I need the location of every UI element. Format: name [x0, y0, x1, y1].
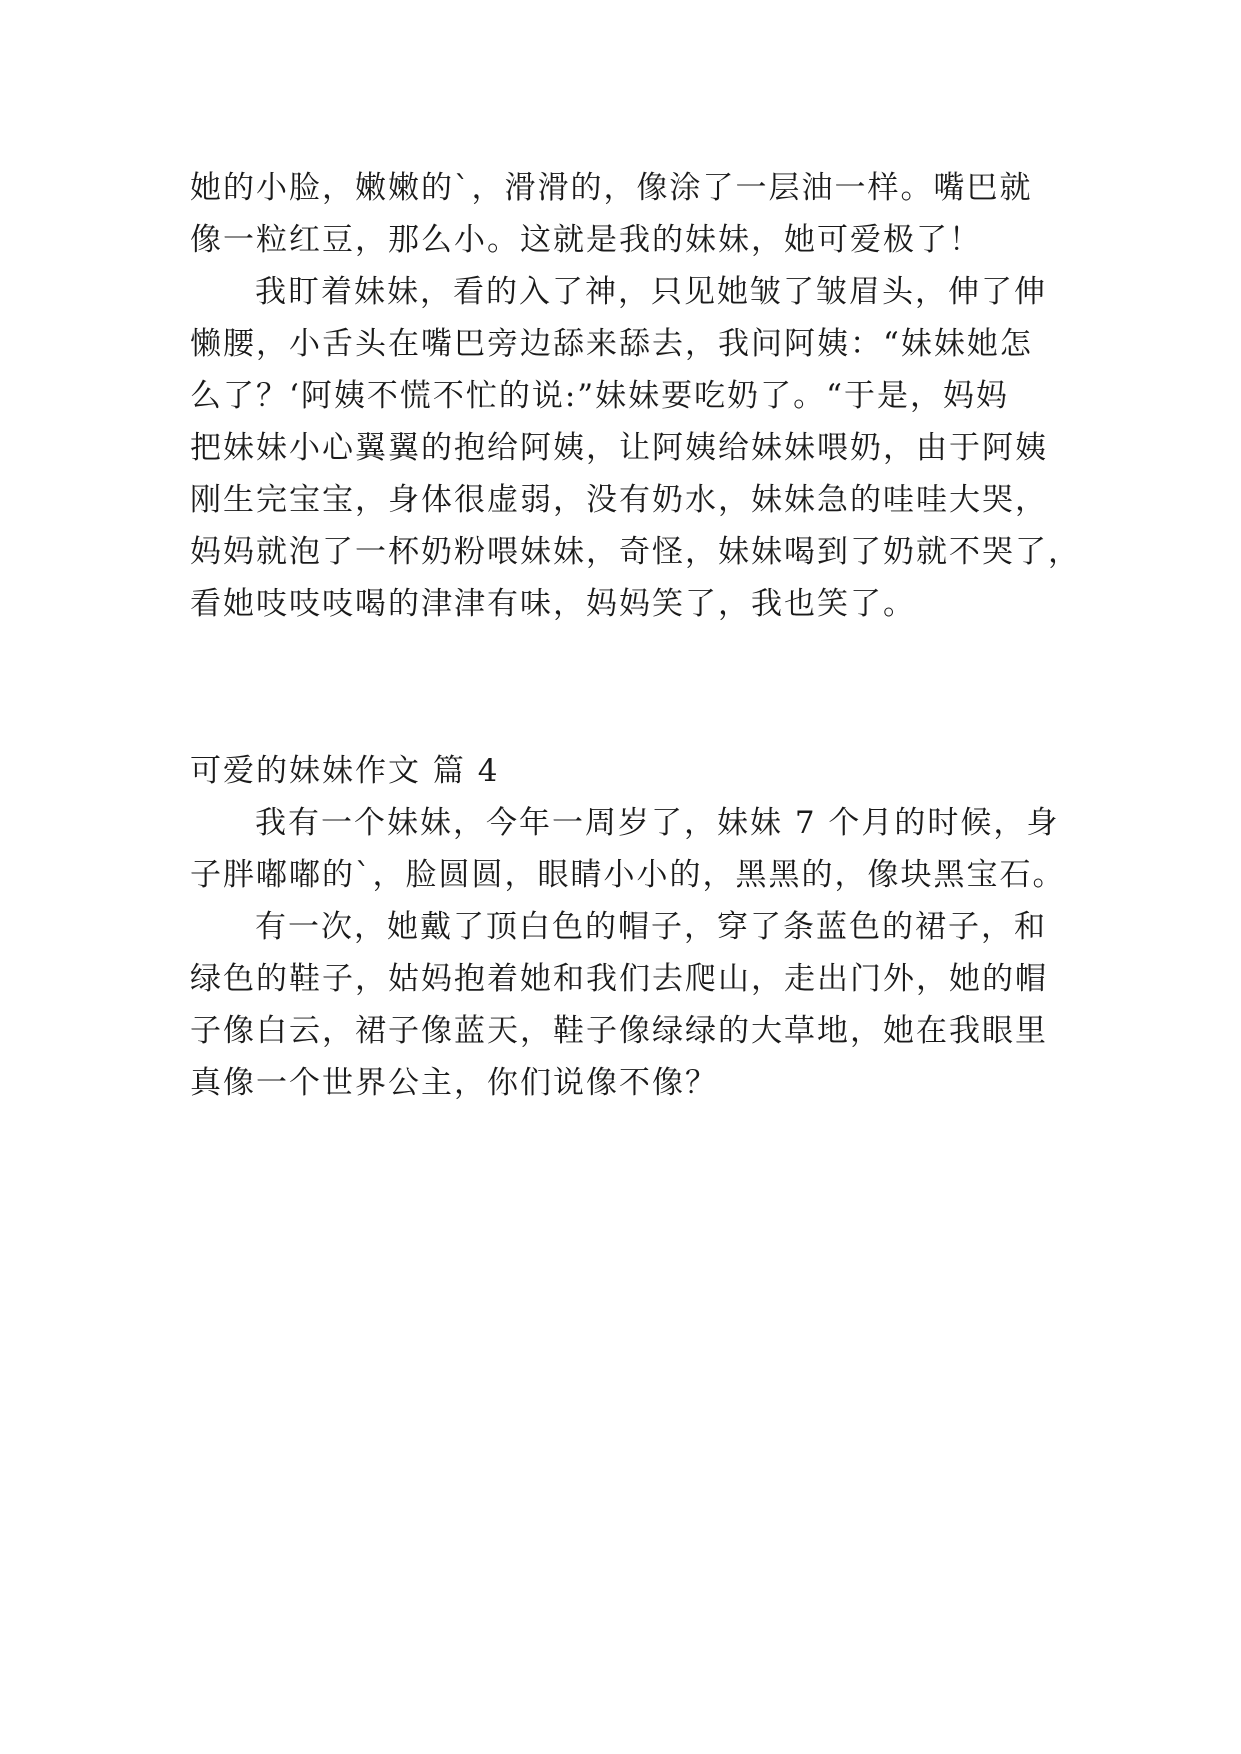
paragraph-line: 真像一个世界公主，你们说像不像？	[190, 1065, 718, 1101]
paragraph-line: 妈妈就泡了一杯奶粉喂妹妹，奇怪，妹妹喝到了奶就不哭了，	[190, 534, 1081, 570]
essay-section-4	[190, 797, 1070, 1109]
paragraph-line: 把妹妹小心翼翼的抱给阿姨，让阿姨给妹妹喂奶，由于阿姨	[190, 430, 1048, 466]
paragraph-line: 像一粒红豆，那么小。这就是我的妹妹，她可爱极了！	[190, 222, 982, 258]
section-heading: 可爱的妹妹作文 篇 4	[190, 753, 500, 789]
paragraph-line: 子胖嘟嘟的`，脸圆圆，眼睛小小的，黑黑的，像块黑宝石。	[190, 857, 1066, 893]
paragraph-line: 么了？‘阿姨不慌不忙的说:”妹妹要吃奶了。“于是，妈妈	[190, 378, 1009, 414]
paragraph-line: 她的小脸，嫩嫩的`，滑滑的，像涂了一层油一样。嘴巴就	[190, 170, 1033, 206]
paragraph-line: 我有一个妹妹，今年一周岁了，妹妹 7 个月的时候，身	[255, 805, 1060, 841]
paragraph-line: 有一次，她戴了顶白色的帽子，穿了条蓝色的裙子，和	[255, 909, 1047, 945]
paragraph-line: 我盯着妹妹，看的入了神，只见她皱了皱眉头，伸了伸	[255, 274, 1047, 310]
essay-section-3-continuation	[190, 162, 1081, 630]
paragraph-line: 刚生完宝宝，身体很虚弱，没有奶水，妹妹急的哇哇大哭，	[190, 482, 1048, 518]
paragraph-line: 看她吱吱吱喝的津津有味，妈妈笑了，我也笑了。	[190, 586, 916, 622]
paragraph-line: 懒腰，小舌头在嘴巴旁边舔来舔去，我问阿姨：“妹妹她怎	[190, 326, 1033, 362]
paragraph-line: 绿色的鞋子，姑妈抱着她和我们去爬山，走出门外，她的帽	[190, 961, 1048, 997]
paragraph-line: 子像白云，裙子像蓝天，鞋子像绿绿的大草地，她在我眼里	[190, 1013, 1048, 1049]
